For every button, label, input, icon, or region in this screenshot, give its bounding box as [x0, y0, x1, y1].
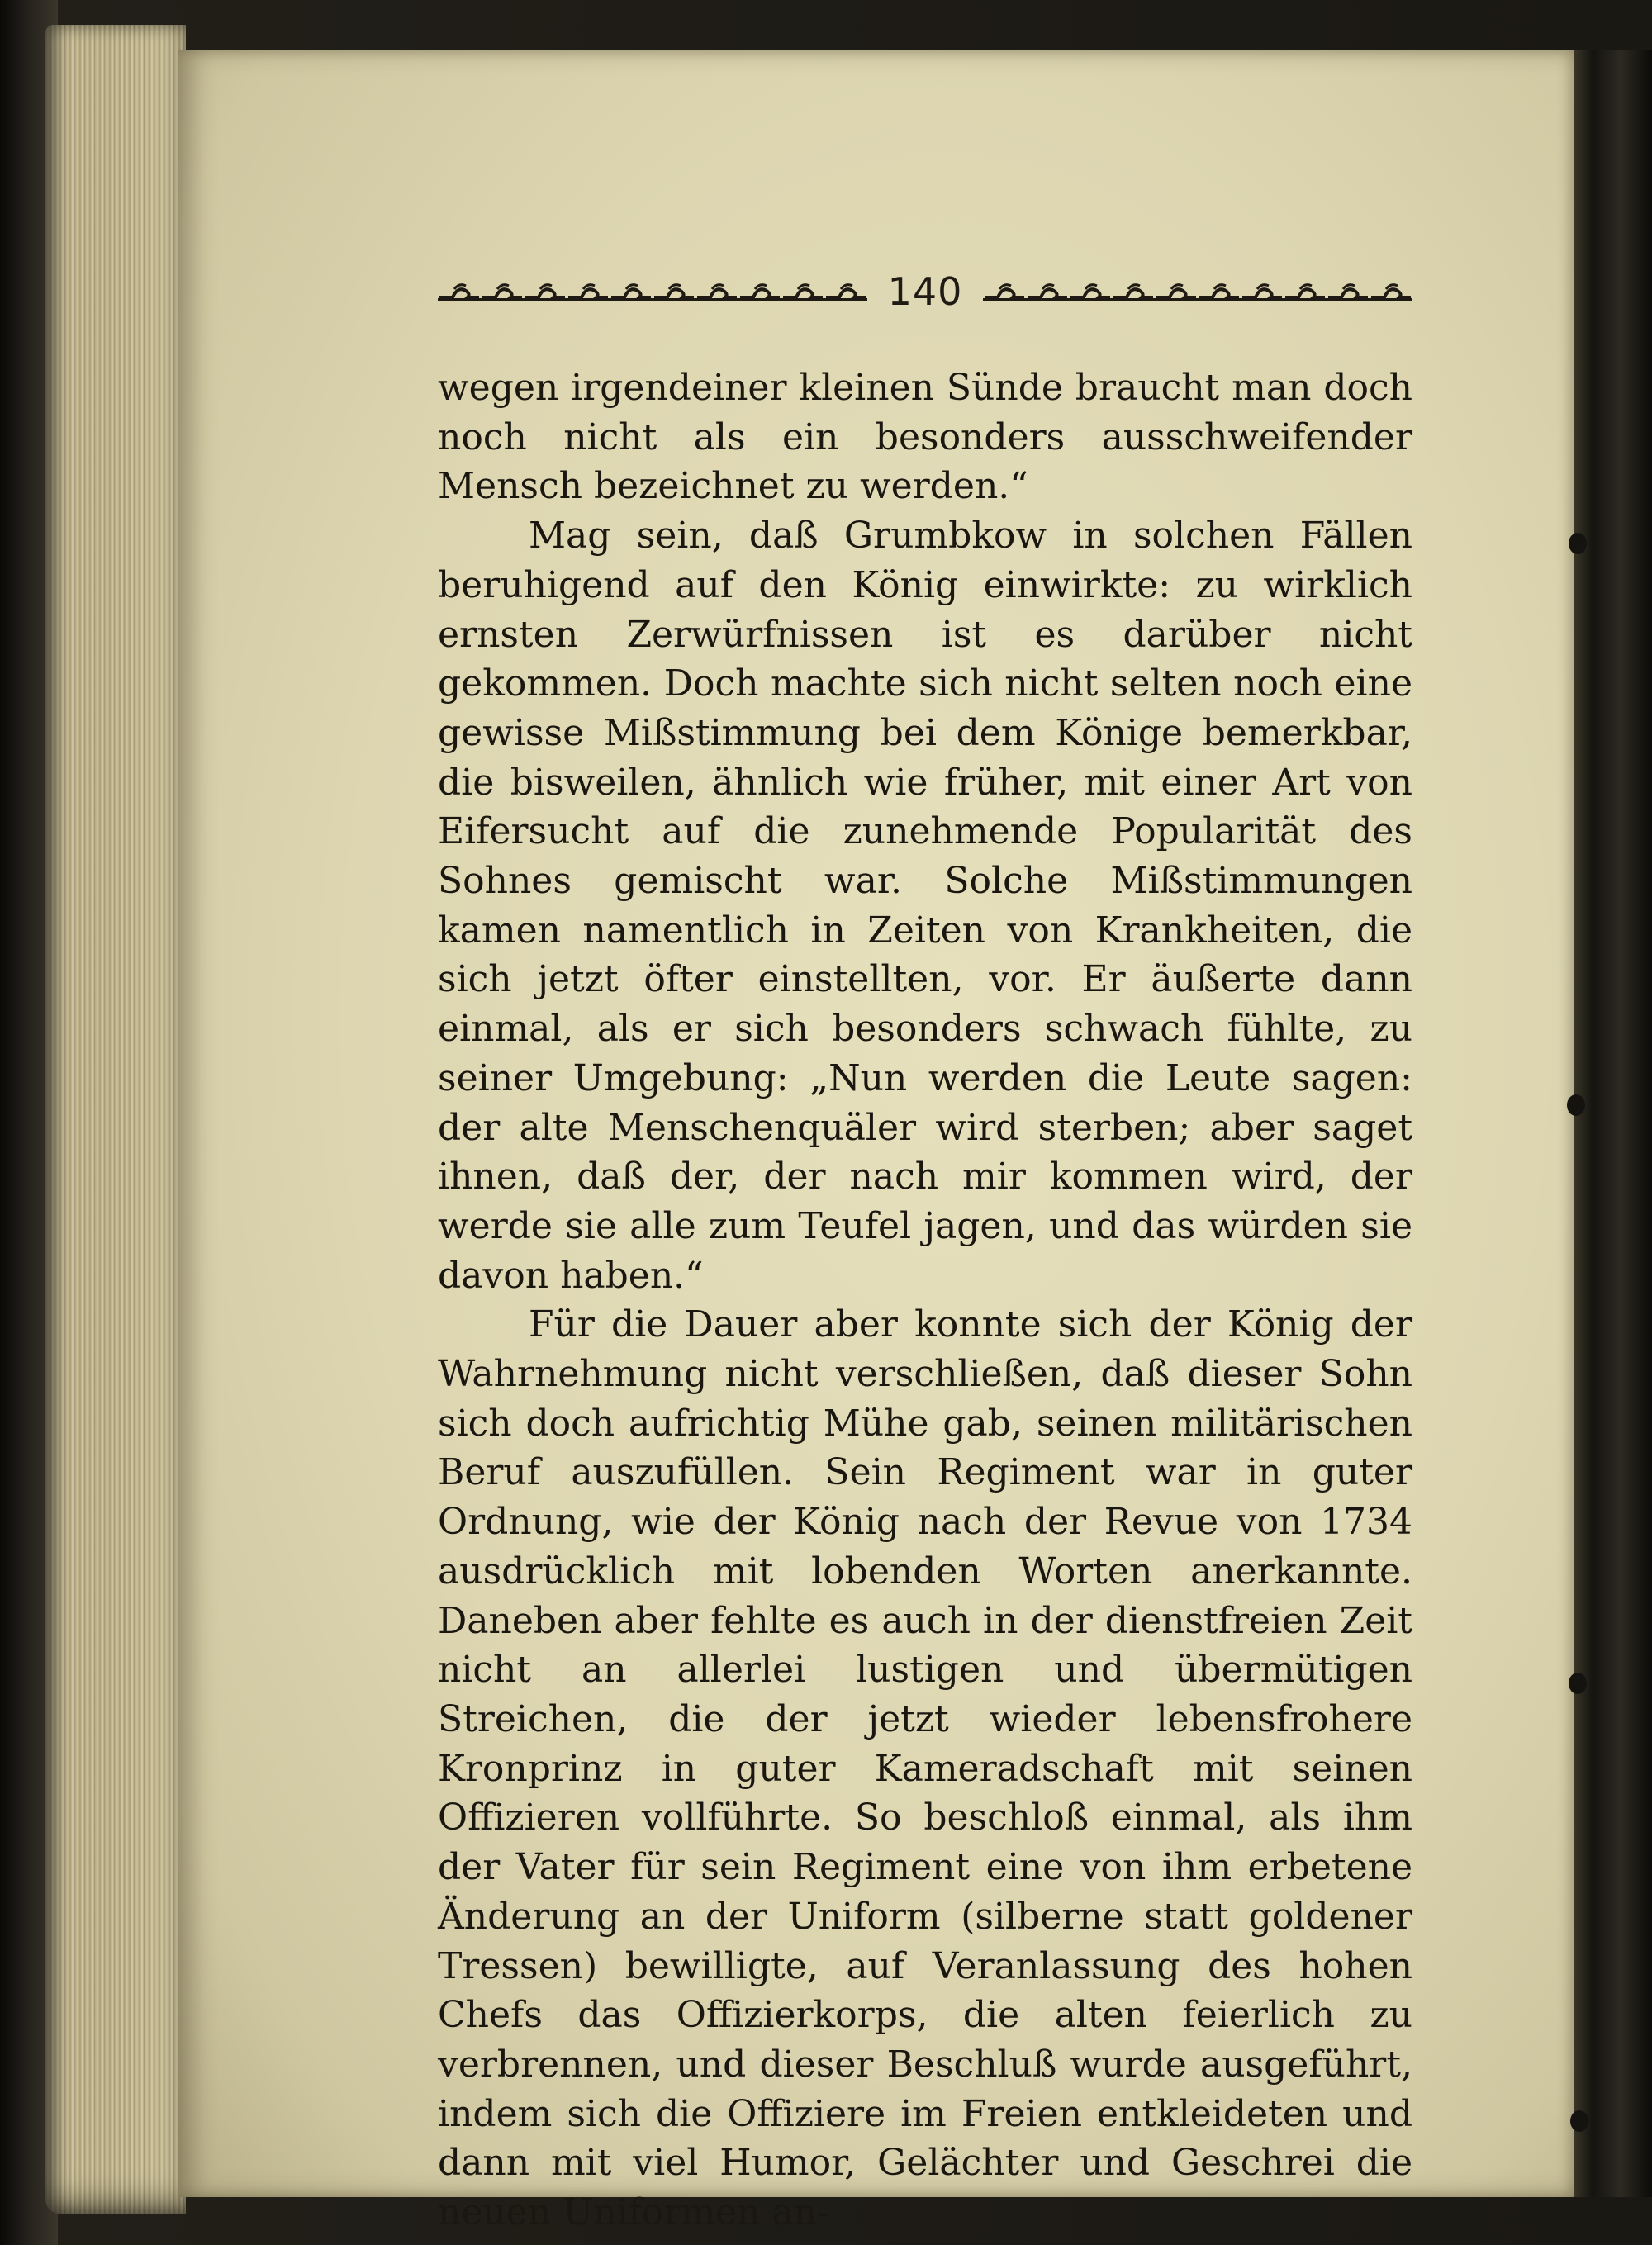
paragraph: Mag sein, daß Grumbkow in solchen Fällen beruhigend auf den König einwirkte: zu wirklich ernsten Zerwürfnissen ist es darüber nicht gekommen. Doch machte sich nicht selten noch eine gewisse Mißstimmung bei dem Könige bemerkbar, die bisweilen, ähnlich wie früher, mit einer Art von Eifersucht auf die zunehmende Popularität des Sohnes gemischt war. Solche Mißstimmungen kamen namentlich in Zeiten von Krankheiten, die sich jetzt öfter einstellten, vor. Er äußerte dann einmal, als er sich besonders schwach fühlte, zu seiner Umgebung: „Nun werden die Leute sagen: der alte Menschenquäler wird sterben; aber saget ihnen, daß der, der nach mir kommen wird, der werde sie alle zum Teufel jagen, und das würden sie davon haben.“ [438, 515, 1412, 1297]
book-gutter [1574, 50, 1652, 2197]
paragraph-continuation: wegen irgendeiner kleinen Sünde braucht man doch noch nicht als ein besonders ausschweifender Mensch bezeichnet zu werden.“ [438, 367, 1412, 508]
page-number: 140 [887, 269, 963, 314]
page-header [438, 263, 1412, 320]
binding-clip-mark [1569, 1673, 1587, 1694]
paragraph: Für die Dauer aber konnte sich der König der Wahrnehmung nicht verschließen, daß dieser Sohn sich doch aufrichtig Mühe gab, seinen militärischen Beruf auszufüllen. Sein Regiment war in guter Ordnung, wie der König nach der Revue von 1734 ausdrücklich mit lobenden Worten anerkannte. Daneben aber fehlte es auch in der dienstfreien Zeit nicht an allerlei lustigen und übermütigen Streichen, die der jetzt wieder lebensfrohere Kronprinz in guter Kameradschaft mit seinen Offizieren vollführte. So beschloß einmal, als ihm der Vater für sein Regiment eine von ihm erbetene Änderung an der Uniform (silberne statt goldener Tressen) bewilligte, auf Veranlassung des hohen Chefs das Offizierkorps, die alten feierlich zu verbrennen, und dieser Beschluß wurde ausgeführt, indem sich die Offiziere im Freien entkleideten und dann mit viel Humor, Gelächter und Geschrei die neuen Uniformen an- [438, 1303, 1412, 2234]
binding-clip-mark [1570, 2110, 1588, 2132]
page-stack-edges [45, 25, 186, 2214]
header-ornament-left [438, 279, 867, 304]
binding-clip-mark [1569, 533, 1587, 554]
body-text [438, 363, 1412, 2238]
header-ornament-right [983, 279, 1412, 304]
binding-clip-mark [1567, 1094, 1585, 1116]
